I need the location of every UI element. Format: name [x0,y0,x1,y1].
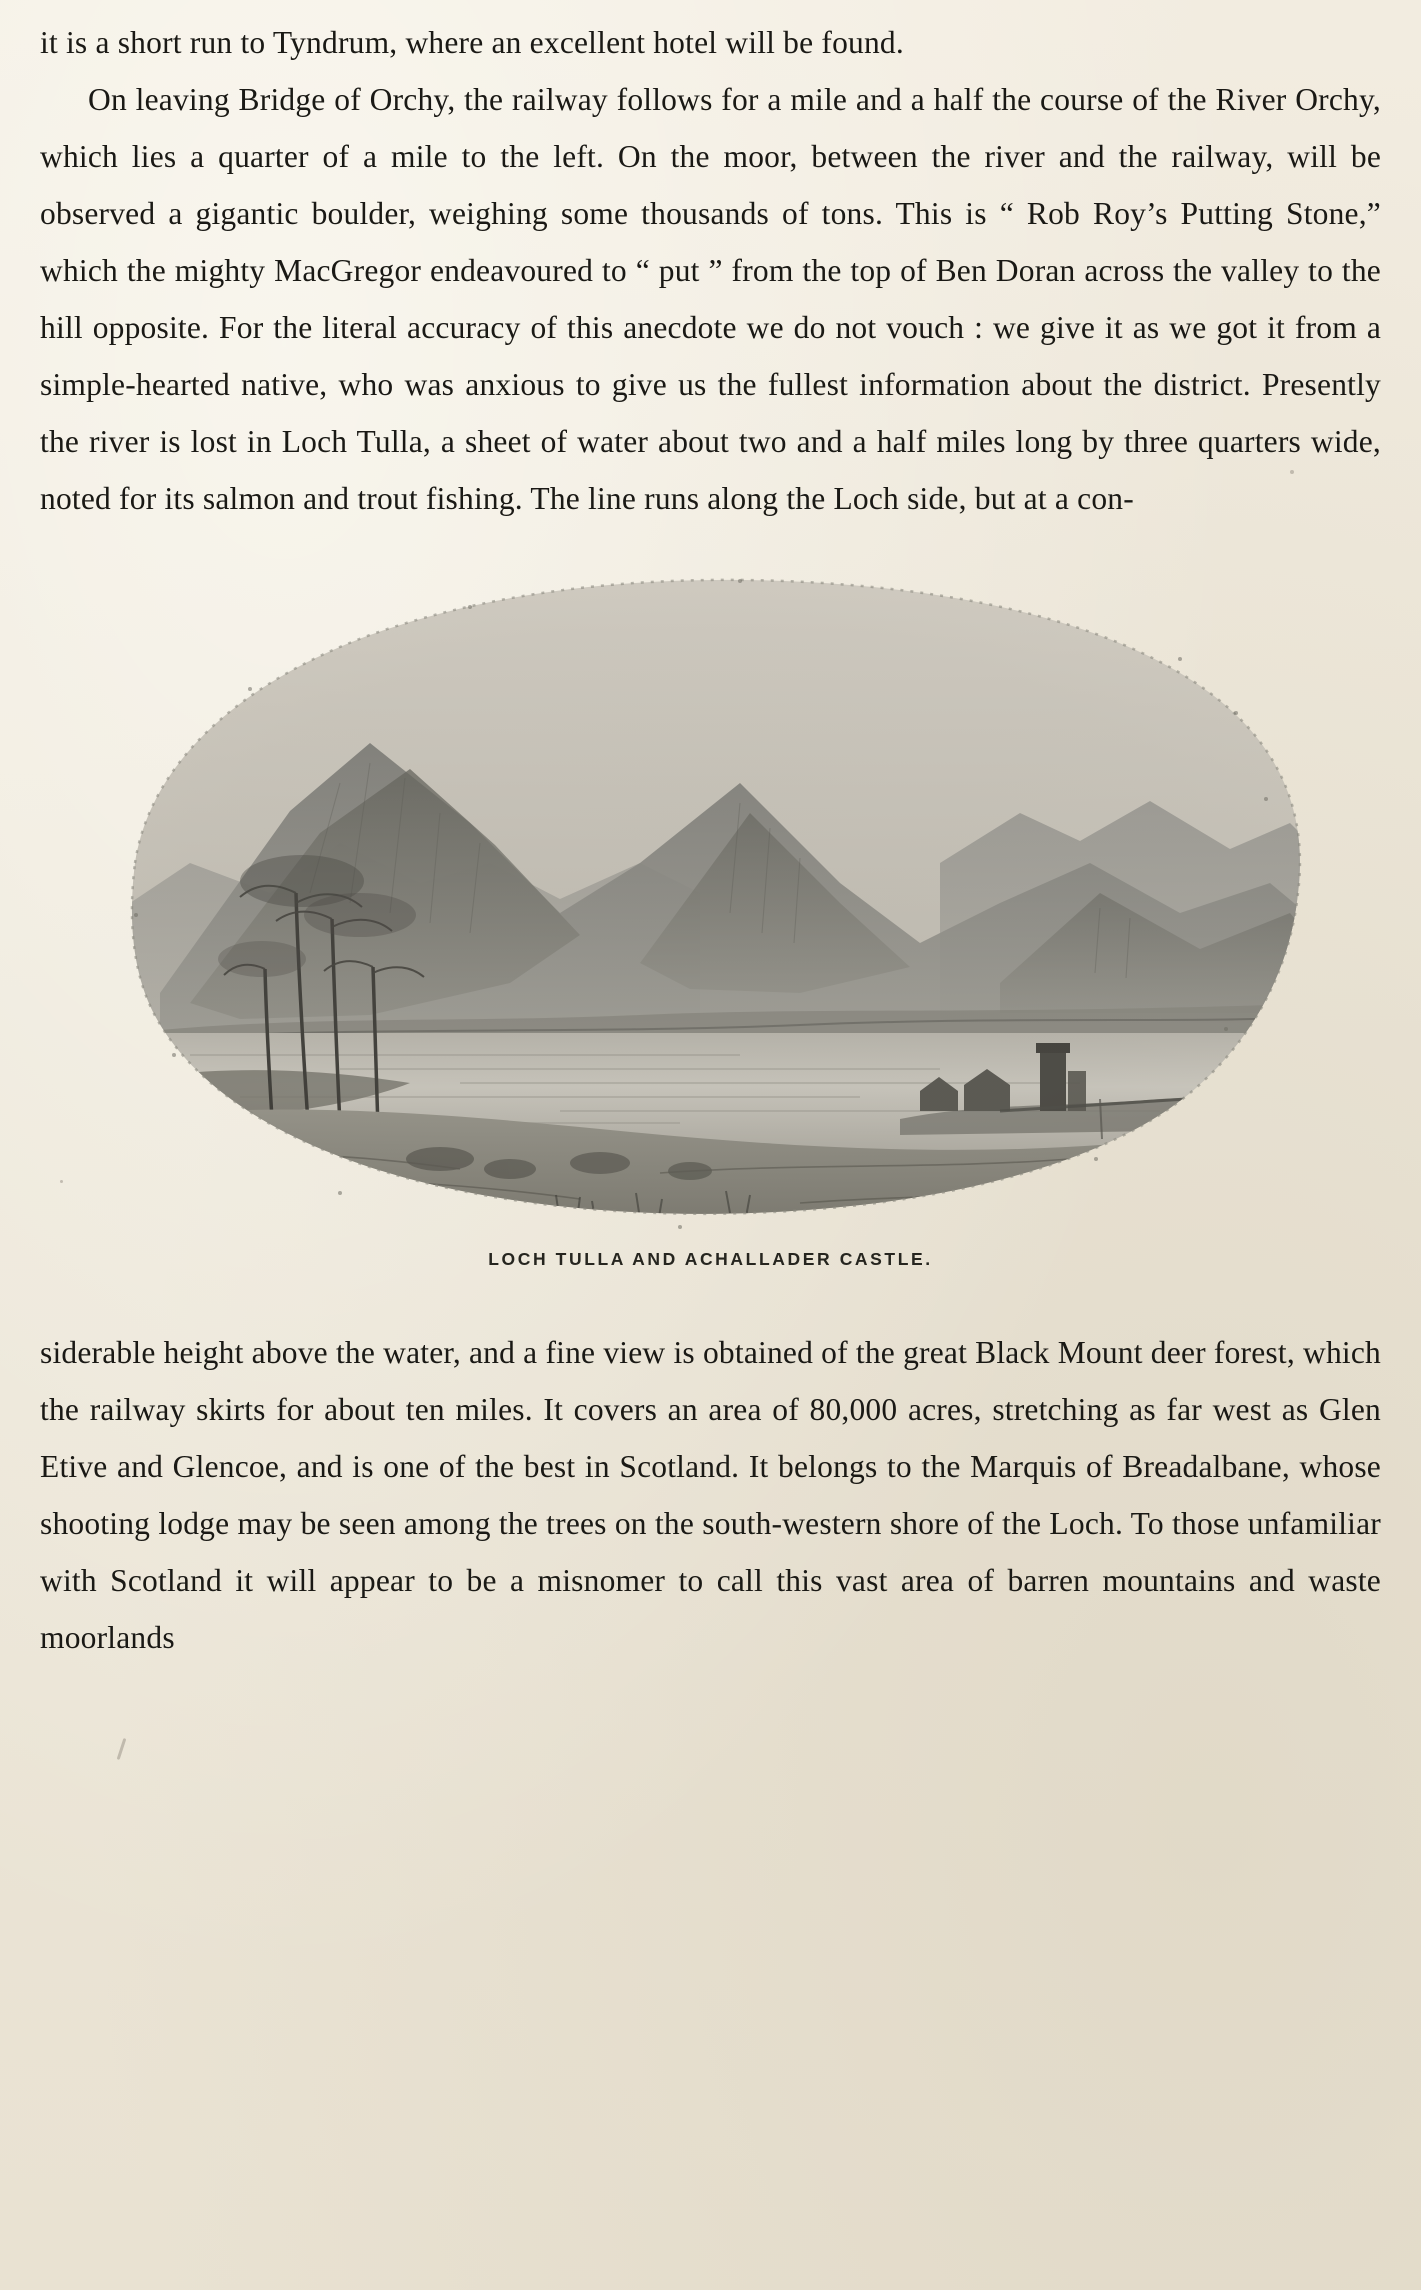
body-text-bottom [40,1324,1381,1666]
paragraph-black-mount: siderable height above the water, and a fine view is obtained of the great Black Mount deer forest, which the railway skirts for about ten miles. It covers an area of 80,000 acres, stretching as far west as Glen Etive and Glencoe, and is one of the best in Scotland. It belongs to the Marquis of Breadalbane, whose shooting lodge may be seen among the trees on the south-western shore of the Loch. To those unfamiliar with Scotland it will appear to be a misnomer to call this vast area of barren mountains and waste moorlands [40,1335,1381,1655]
figure-caption: LOCH TULLA AND ACHALLADER CASTLE. [488,1249,933,1269]
engraving-plate [40,563,1381,1243]
loch-tulla-engraving [40,563,1381,1243]
body-text-top [40,0,1381,527]
paragraph-bridge-of-orchy: On leaving Bridge of Orchy, the railway follows for a mile and a half the course of the River Orchy, which lies a quarter of a mile to the left. On the moor, between the river and the railway, will be observed a gigantic boulder, weighing some thousands of tons. This is “ Rob Roy’s Putting Stone,” which the mighty MacGregor endeavoured to “ put ” from the top of Ben Doran across the valley to the hill opposite. For the literal accuracy of this anecdote we do not vouch : we give it as we got it from a simple-hearted native, who was anxious to give us the fullest information about the district. Presently the river is lost in Loch Tulla, a sheet of water about two and a half miles long by three quarters wide, noted for its salmon and trout fishing. The line runs along the Loch side, but at a con- [40,82,1381,516]
illustration-figure [40,563,1381,1270]
paper-speck [1290,470,1294,474]
paragraph-continuation: it is a short run to Tyndrum, where an excellent hotel will be found. [40,25,904,60]
paper-speck [117,1738,127,1760]
